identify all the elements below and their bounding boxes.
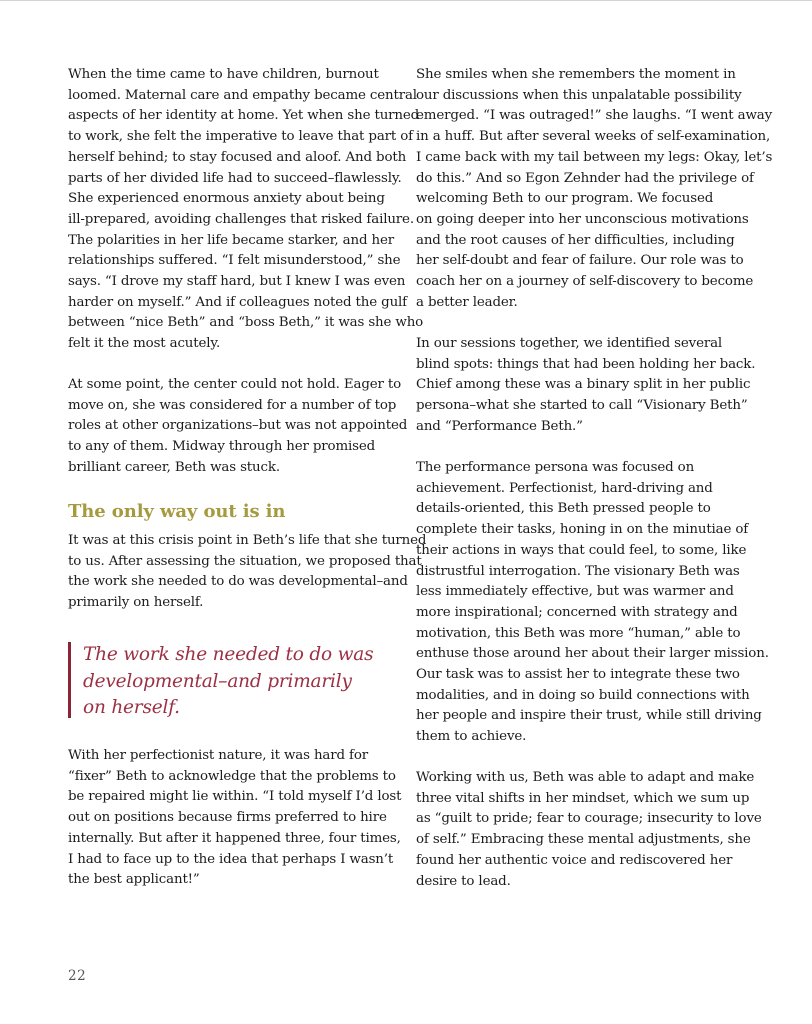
left-paragraph-3 [68,531,426,614]
text-line: brilliant career, Beth was stuck. [68,459,280,475]
left-paragraph-4 [68,746,401,891]
text-line: on herself. [83,697,180,718]
text-line: complete their tasks, honing in on the minutiae of [416,522,749,538]
text-line: coach her on a journey of self-discovery to become [416,274,754,290]
text-line: blind spots: things that had been holding her back. [416,356,756,372]
text-line: “fixer” Beth to acknowledge that the problems to [68,768,396,784]
pull-quote [68,642,388,718]
text-line: the work she needed to do was developmental–and [68,574,408,590]
text-line: them to achieve. [416,729,527,745]
text-line: move on, she was considered for a number of top [68,397,397,413]
right-paragraph-4 [416,768,762,892]
text-line: her people and inspire their trust, while still driving [416,708,762,724]
text-line: When the time came to have children, burnout [68,67,379,82]
text-line: developmental–and primarily [83,670,352,692]
text-line: a better leader. [416,294,518,310]
left-paragraph-1 [68,65,423,355]
text-line: primarily on herself. [68,595,204,611]
text-line: The performance persona was focused on [416,460,695,475]
text-line: With her perfectionist nature, it was hard for [68,748,368,763]
text-line: Our task was to assist her to integrate these two [416,667,740,683]
text-line: enthuse those around her about their larger mission. [416,646,769,662]
text-line: Working with us, Beth was able to adapt and make [416,770,755,785]
page-top-border [0,0,812,1]
text-line: emerged. “I was outraged!” she laughs. “I went away [416,108,773,124]
text-line: At some point, the center could not hold. Eager to [68,377,402,392]
text-line: their actions in ways that could feel, to some, like [416,542,747,558]
text-line: achievement. Perfectionist, hard-driving and [416,480,713,496]
text-line: ill-prepared, avoiding challenges that risked failure. [68,211,414,227]
text-line: on going deeper into her unconscious motivations [416,211,749,227]
section-heading: The only way out is in [68,501,286,522]
text-line: three vital shifts in her mindset, which we sum up [416,790,750,806]
text-line: In our sessions together, we identified several [416,336,723,351]
pull-quote-bar [68,642,71,718]
text-line: of self.” Embracing these mental adjustments, she [416,832,751,848]
text-line: She smiles when she remembers the moment in [416,67,736,82]
text-line: parts of her divided life had to succeed–flawlessly. [68,170,402,186]
text-line: I came back with my tail between my legs: Okay, let’s [416,149,773,165]
text-line: The polarities in her life became starker, and her [68,232,394,248]
text-line: desire to lead. [416,873,511,889]
text-line: less immediately effective, but was warmer and [416,584,734,600]
text-line: She experienced enormous anxiety about being [68,191,385,207]
text-line: herself behind; to stay focused and aloof. And both [68,149,407,165]
text-line: persona–what she started to call “Visionary Beth” [416,398,748,414]
text-line: and the root causes of her difficulties, including [416,232,735,248]
text-line: our discussions when this unpalatable possibility [416,87,742,103]
text-line: to work, she felt the imperative to leave that part of [68,129,413,145]
left-paragraph-2 [68,375,407,479]
text-line: internally. But after it happened three, four times, [68,830,401,846]
pull-quote-text [83,642,373,722]
text-line: in a huff. But after several weeks of self-examination, [416,129,771,145]
text-line: aspects of her identity at home. Yet when she turned [68,108,420,124]
text-line: modalities, and in doing so build connections with [416,687,750,703]
text-line: be repaired might lie within. “I told myself I’d lost [68,789,402,805]
text-line: Chief among these was a binary split in her public [416,377,751,393]
text-line: details-oriented, this Beth pressed people to [416,501,711,517]
text-line: more inspirational; concerned with strategy and [416,604,738,620]
text-line: It was at this crisis point in Beth’s life that she turned [68,533,427,548]
text-line: found her authentic voice and rediscovered her [416,852,733,868]
right-paragraph-2 [416,334,755,438]
text-line: motivation, this Beth was more “human,” able to [416,625,741,641]
text-line: to us. After assessing the situation, we proposed that [68,553,422,569]
text-line: distrustful interrogation. The visionary Beth was [416,563,740,579]
page-number: 22 [68,968,87,984]
text-line: relationships suffered. “I felt misunderstood,” she [68,253,401,269]
text-line: out on positions because firms preferred to hire [68,810,387,826]
text-line: welcoming Beth to our program. We focused [416,191,714,207]
text-line: do this.” And so Egon Zehnder had the privilege of [416,170,754,186]
text-line: roles at other organizations–but was not appointed [68,418,408,434]
text-line: her self-doubt and fear of failure. Our role was to [416,253,744,269]
text-line: loomed. Maternal care and empathy became central [68,87,417,103]
text-line: and “Performance Beth.” [416,418,583,434]
text-line: as “guilt to pride; fear to courage; insecurity to love [416,811,762,827]
text-line: between “nice Beth” and “boss Beth,” it was she who [68,315,424,331]
text-line: felt it the most acutely. [68,336,221,352]
text-line: the best applicant!” [68,872,200,888]
text-line: says. “I drove my staff hard, but I knew I was even [68,274,406,290]
text-line: I had to face up to the idea that perhaps I wasn’t [68,851,394,867]
text-line: to any of them. Midway through her promised [68,439,376,455]
right-paragraph-1 [416,65,772,313]
text-line: The work she needed to do was [83,644,374,665]
text-line: harder on myself.” And if colleagues noted the gulf [68,294,407,310]
right-paragraph-3 [416,458,769,748]
